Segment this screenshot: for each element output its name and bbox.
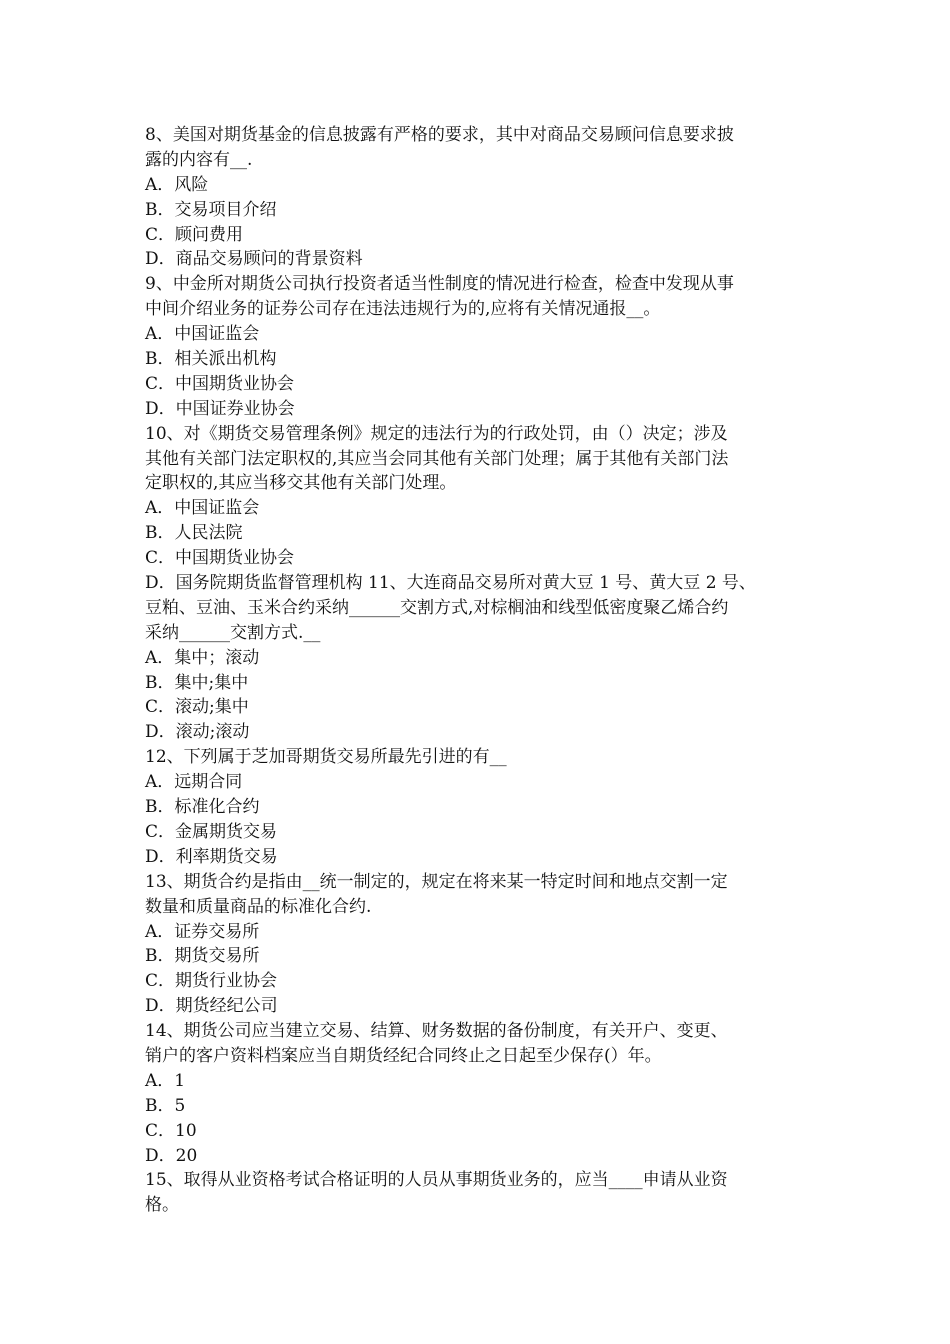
question-9-option-c: C．中国期货业协会 bbox=[145, 373, 295, 394]
question-8-option-a: A．风险 bbox=[145, 174, 209, 195]
document-body bbox=[145, 123, 810, 1218]
question-13-stem-line-2: 数量和质量商品的标准化合约. bbox=[145, 896, 372, 917]
question-10-option-a: A．中国证监会 bbox=[145, 498, 260, 519]
question-12-option-a: A．远期合同 bbox=[145, 772, 243, 793]
question-10-option-b: B．人民法院 bbox=[145, 523, 243, 544]
question-12-option-b: B．标准化合约 bbox=[145, 797, 260, 818]
question-11-option-c: C．滚动;集中 bbox=[145, 697, 249, 718]
question-13-option-c: C．期货行业协会 bbox=[145, 971, 278, 992]
question-9-option-a: A．中国证监会 bbox=[145, 324, 260, 345]
question-10-stem-line-3: 定职权的,其应当移交其他有关部门处理。 bbox=[145, 473, 457, 494]
question-13-option-b: B．期货交易所 bbox=[145, 946, 260, 967]
question-15-stem-line-2: 格。 bbox=[145, 1195, 179, 1216]
question-14-option-b: B．5 bbox=[145, 1095, 186, 1116]
question-9-option-b: B．相关派出机构 bbox=[145, 349, 277, 370]
question-8-option-d: D．商品交易顾问的背景资料 bbox=[145, 249, 363, 270]
question-14-stem-line-1: 14、期货公司应当建立交易、结算、财务数据的备份制度，有关开户、变更、 bbox=[145, 1021, 728, 1042]
question-10-stem-line-1: 10、对《期货交易管理条例》规定的违法行为的行政处罚，由（）决定；涉及 bbox=[145, 423, 728, 444]
question-9-option-d: D．中国证券业协会 bbox=[145, 398, 295, 419]
question-10-option-d-question-11-stem: D．国务院期货监督管理机构 11、大连商品交易所对黄大豆 1 号、黄大豆 2 号、 bbox=[145, 573, 756, 594]
question-9-stem-line-2: 中间介绍业务的证券公司存在违法违规行为的,应将有关情况通报__。 bbox=[145, 299, 661, 320]
question-11-option-b: B．集中;集中 bbox=[145, 672, 249, 693]
question-8-option-c: C．顾问费用 bbox=[145, 224, 244, 245]
question-11-option-a: A．集中；滚动 bbox=[145, 647, 260, 668]
question-13-option-a: A．证券交易所 bbox=[145, 921, 260, 942]
question-11-stem-line-3: 采纳______交割方式.__ bbox=[145, 622, 321, 643]
question-14-option-a: A．1 bbox=[145, 1070, 186, 1091]
question-12-option-c: C．金属期货交易 bbox=[145, 821, 278, 842]
question-10-stem-line-2: 其他有关部门法定职权的,其应当会同其他有关部门处理；属于其他有关部门法 bbox=[145, 448, 729, 469]
question-14-option-d: D．20 bbox=[145, 1145, 198, 1166]
question-13-stem-line-1: 13、期货合约是指由__统一制定的，规定在将来某一特定时间和地点交割一定 bbox=[145, 871, 728, 892]
question-15-stem-line-1: 15、取得从业资格考试合格证明的人员从事期货业务的，应当____申请从业资 bbox=[145, 1170, 728, 1191]
question-10-option-c: C．中国期货业协会 bbox=[145, 548, 295, 569]
question-13-option-d: D．期货经纪公司 bbox=[145, 996, 278, 1017]
question-11-stem-line-2: 豆粕、豆油、玉米合约采纳______交割方式,对棕榈油和线型低密度聚乙烯合约 bbox=[145, 597, 729, 618]
question-14-option-c: C．10 bbox=[145, 1120, 197, 1141]
question-8-stem-line-1: 8、美国对期货基金的信息披露有严格的要求，其中对商品交易顾问信息要求披 bbox=[145, 125, 734, 145]
question-12-stem: 12、下列属于芝加哥期货交易所最先引进的有__ bbox=[145, 747, 507, 768]
question-9-stem-line-1: 9、中金所对期货公司执行投资者适当性制度的情况进行检查，检查中发现从事 bbox=[145, 274, 734, 295]
question-8-option-b: B．交易项目介绍 bbox=[145, 199, 277, 220]
question-12-option-d: D．利率期货交易 bbox=[145, 846, 278, 867]
question-14-stem-line-2: 销户的客户资料档案应当自期货经纪合同终止之日起至少保存(）年。 bbox=[145, 1045, 662, 1066]
question-11-option-d: D．滚动;滚动 bbox=[145, 722, 250, 743]
question-8-stem-line-2: 露的内容有__. bbox=[145, 149, 253, 170]
